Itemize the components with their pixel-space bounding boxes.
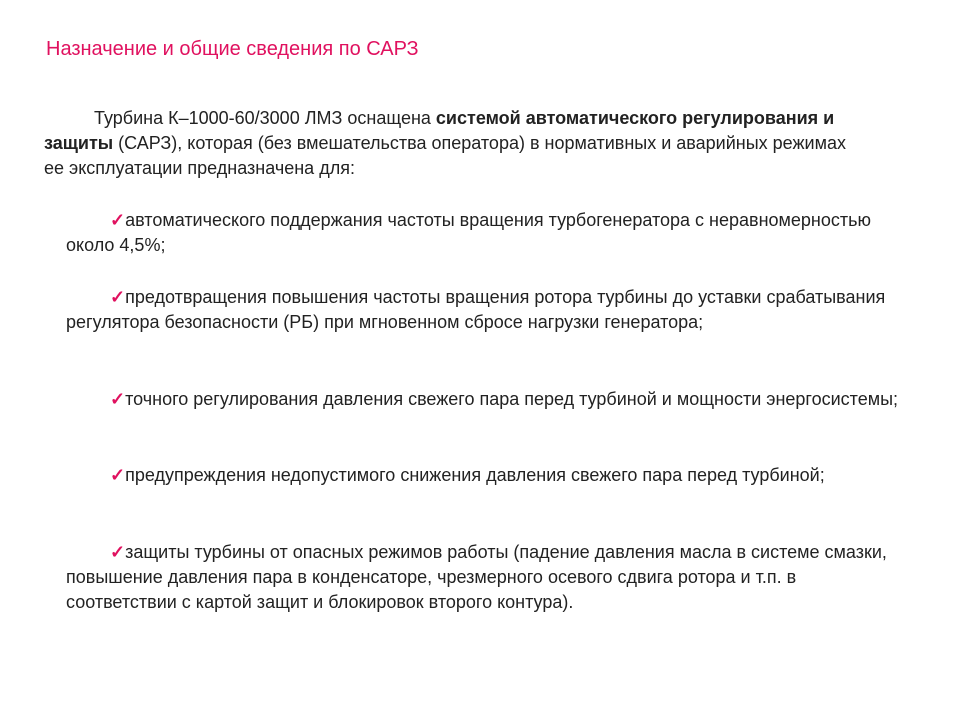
list-item [66, 387, 906, 412]
checkmark-icon: ✓ [110, 210, 126, 230]
list-item-text: защиты турбины от опасных режимов работы (падение давления масла в системе смазки, повышение давления пара в конденсаторе, чрезмерного осевого сдвига ротора и т.п. в соответствии с картой защит и блокировок второго контура). [66, 542, 887, 612]
intro-text-part1: Турбина К–1000-60/3000 ЛМЗ оснащена [94, 108, 436, 128]
list-item [66, 540, 906, 615]
intro-text-part2: (САРЗ), которая (без вмешательства оператора) в нормативных и аварийных режимах ее эксплуатации предназначена для: [44, 133, 846, 178]
checkmark-icon: ✓ [110, 465, 126, 485]
intro-bold-text: системой автоматического регулирования и защиты [44, 108, 835, 153]
list-item-text: автоматического поддержания частоты вращения турбогенератора с неравномерностью около 4,5%; [66, 210, 871, 255]
list-item-text: предотвращения повышения частоты вращения ротора турбины до уставки срабатывания регулятора безопасности (РБ) при мгновенном сбросе нагрузки генератора; [66, 287, 886, 332]
list-item-text: предупреждения недопустимого снижения давления свежего пара перед турбиной; [125, 465, 825, 485]
list-item [66, 208, 906, 258]
list-item [66, 285, 906, 335]
checkmark-icon: ✓ [110, 389, 126, 409]
checkmark-icon: ✓ [110, 542, 126, 562]
checkmark-icon: ✓ [110, 287, 126, 307]
intro-paragraph [44, 106, 864, 181]
list-item-text: точного регулирования давления свежего пара перед турбиной и мощности энергосистемы; [125, 389, 899, 409]
slide-title: Назначение и общие сведения по САРЗ [46, 38, 419, 60]
list-item [66, 463, 906, 488]
